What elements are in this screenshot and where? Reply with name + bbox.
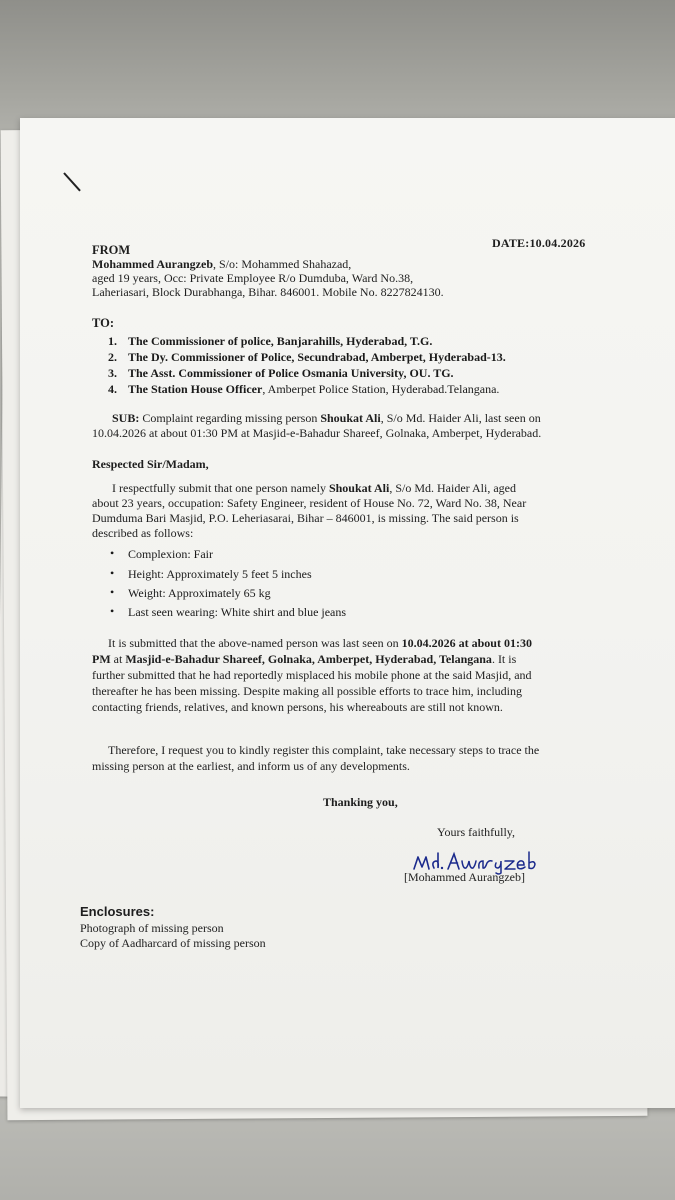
para1-missing-name: Shoukat Ali: [328, 481, 390, 495]
enclosure-item: Copy of Aadharcard of missing person: [80, 936, 266, 950]
para1-text: I respectfully submit that one person namely: [112, 481, 329, 495]
para2-line-2: [92, 652, 516, 667]
recipient-number: 2.: [108, 350, 117, 364]
para2-time-suffix: PM: [92, 652, 111, 666]
sender-parentage: , S/o: Mohammed Shahazad,: [213, 257, 352, 271]
para1-line-1: [112, 481, 516, 496]
para1-line-2: about 23 years, occupation: Safety Engineer, resident of House No. 72, Ward No. 38, Near: [92, 496, 527, 510]
from-heading: FROM: [92, 243, 131, 257]
para2-line-1: [108, 636, 532, 651]
description-item: • Height: Approximately 5 feet 5 inches: [128, 567, 312, 582]
para3-line-2: missing person at the earliest, and inform us of any developments.: [92, 759, 410, 773]
recipient-4: [128, 382, 499, 397]
signatory-name: [Mohammed Aurangzeb]: [404, 870, 525, 884]
subject-line-1: [112, 411, 541, 426]
letter-date: DATE:10.04.2026: [492, 236, 586, 250]
para2-text: It is submitted that the above-named person was last seen on: [108, 636, 402, 650]
para2-last-seen-time: 10.04.2026 at about 01:30: [401, 636, 532, 650]
para1-line-4: described as follows:: [92, 526, 194, 540]
letter-page: [20, 118, 675, 1108]
para1-text: , S/o Md. Haider Ali, aged: [389, 481, 516, 495]
sender-line-3: Laheriasari, Block Durabhanga, Bihar. 846001. Mobile No. 8227824130.: [92, 285, 444, 299]
para1-line-3: Dumduma Bari Masjid, P.O. Leheriasarai, Bihar – 846001, is missing. The said person is: [92, 511, 519, 525]
sender-name: Mohammed Aurangzeb: [92, 257, 213, 271]
salutation: Respected Sir/Madam,: [92, 457, 209, 471]
sender-line-2: aged 19 years, Occ: Private Employee R/o Dumduba, Ward No.38,: [92, 271, 414, 285]
recipient-4-office: The Station House Officer: [128, 382, 263, 396]
closing-phrase: Thanking you,: [323, 795, 398, 809]
recipient-4-address: , Amberpet Police Station, Hyderabad.Telangana.: [262, 382, 500, 396]
enclosures-heading: Enclosures:: [80, 904, 155, 919]
recipient-1: The Commissioner of police, Banjarahills, Hyderabad, T.G.: [128, 334, 433, 348]
para2-location: Masjid-e-Bahadur Shareef, Golnaka, Amberpet, Hyderabad, Telangana: [125, 652, 492, 666]
recipient-number: 4.: [108, 382, 117, 396]
enclosure-item: Photograph of missing person: [80, 921, 224, 935]
to-heading: TO:: [92, 316, 114, 330]
para2-line-5: contacting friends, relatives, and known persons, his whereabouts are still not known.: [92, 700, 503, 714]
recipient-2: The Dy. Commissioner of Police, Secundrabad, Amberpet, Hyderabad-13.: [128, 350, 506, 364]
para2-text: at: [110, 652, 126, 666]
para2-text: . It is: [491, 652, 517, 666]
pen-stroke-mark: [63, 172, 81, 191]
valediction: Yours faithfully,: [437, 825, 516, 839]
description-item: • Weight: Approximately 65 kg: [128, 586, 271, 601]
subject-label: SUB:: [112, 411, 140, 425]
subject-missing-name: Shoukat Ali: [320, 411, 381, 425]
description-item: • Complexion: Fair: [128, 547, 213, 562]
recipient-number: 3.: [108, 366, 117, 380]
para2-line-3: further submitted that he had reportedly misplaced his mobile phone at the said Masjid, and: [92, 668, 532, 682]
para3-line-1: Therefore, I request you to kindly register this complaint, take necessary steps to trace the: [108, 743, 540, 757]
subject-text: Complaint regarding missing person: [139, 411, 321, 425]
description-item: • Last seen wearing: White shirt and blue jeans: [128, 605, 346, 620]
sender-line-1: [92, 257, 351, 272]
subject-line-2: 10.04.2026 at about 01:30 PM at Masjid-e-Bahadur Shareef, Golnaka, Amberpet, Hyderabad.: [92, 426, 542, 440]
subject-text: , S/o Md. Haider Ali, last seen on: [380, 411, 541, 425]
recipient-3: The Asst. Commissioner of Police Osmania University, OU. TG.: [128, 366, 454, 380]
recipient-number: 1.: [108, 334, 117, 348]
para2-line-4: thereafter he has been missing. Despite making all possible efforts to trace him, including: [92, 684, 522, 698]
